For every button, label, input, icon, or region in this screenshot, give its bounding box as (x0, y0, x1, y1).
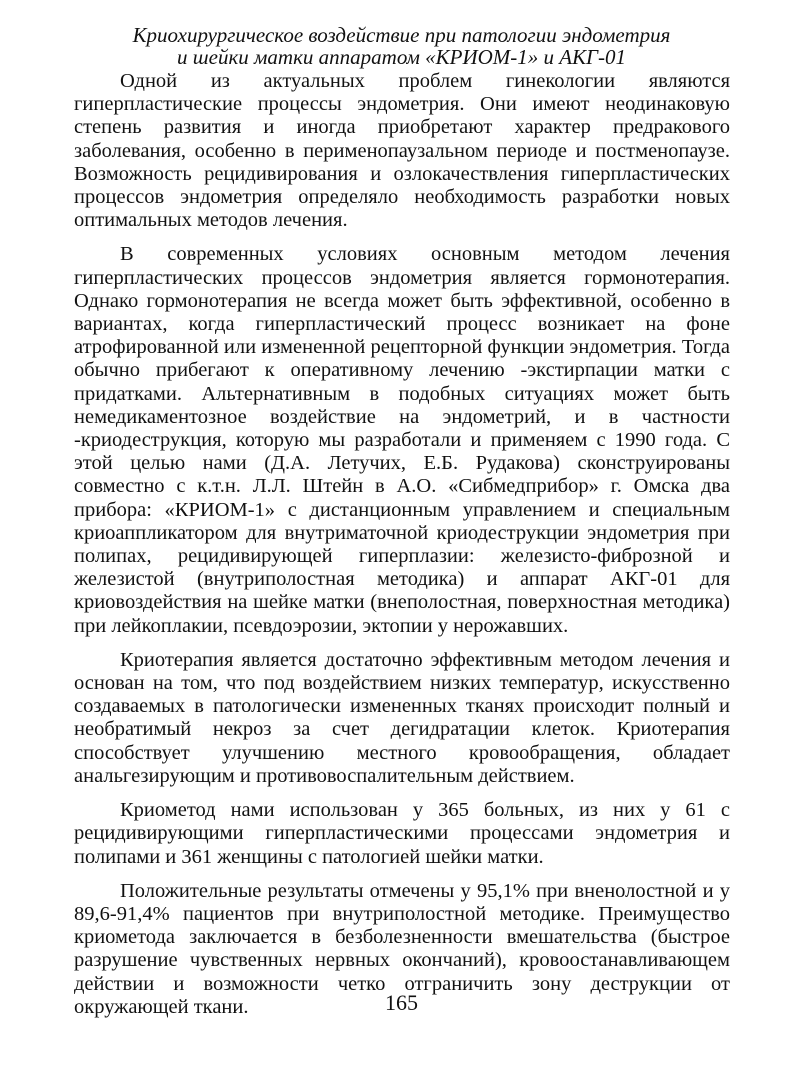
paragraph-4: Криометод нами использован у 365 больных, из них у 61 с рецидивирующими гиперпластическими процессами эндометрия и полипами и 361 женщины с патологией шейки матки. (74, 799, 730, 868)
article-title-line-2: и шейки матки аппаратом «КРИОМ-1» и АКГ-01 (177, 45, 626, 69)
paragraph-5: Положительные результаты отмечены у 95,1% при вненолостной и у 89,6-91,4% пациентов при внутриполостной методике. Преимущество криометода заключается в безболезненности вмешательства (быстрое разрушение чувственных нервных окончаний), кровоостанавливающем действии и возможности четко отграничить зону деструкции от окружающей ткани. (74, 879, 730, 1018)
article-title-line-1: Криохирургическое воздействие при патологии эндометрия (132, 23, 671, 47)
paragraph-3: Криотерапия является достаточно эффективным методом лечения и основан на том, что под воздействием низких температур, искусственно создаваемых в патологически измененных тканях происходит полный и необратимый некроз за счет дегидратации клеток. Криотерапия способствует улучшению местного кровообращения, обладает анальгезирующим и противовоспалительным действием. (74, 648, 730, 787)
paragraph-1: Одной из актуальных проблем гинекологии являются гиперпластические процессы эндометрия. Они имеют неодинаковую степень развития и иногда приобретают характер предракового заболевания, особенно в перименопаузальном периоде и постменопаузе. Возможность рецидивирования и озлокачествления гиперпластических процессов эндометрия определяло необходимость разработки новых оптимальных методов лечения. (74, 70, 730, 232)
page-number: 165 (385, 990, 418, 1015)
paragraph-2: В современных условиях основным методом лечения гиперпластических процессов эндометрия является гормонотерапия. Однако гормонотерапия не всегда может быть эффективной, особенно в вариантах, когда гиперпластический процесс возникает на фоне атрофированной или измененной рецепторной функции эндометрия. Тогда обычно прибегают к оперативному лечению -экстирпации матки с придатками. Альтернативным в подобных ситуациях может быть немедикаментозное воздействие на эндометрий, и в частности -криодеструкция, которую мы разработали и применяем с 1990 года. С этой целью нами (Д.А. Летучих, Е.Б. Рудакова) сконструированы совместно с к.т.н. Л.Л. Штейн в А.О. «Сибмедприбор» г. Омска два прибора: «КРИОМ-1» с дистанционным управлением и специальным криоаппликатором для внутриматочной криодеструкции эндометрия при полипах, рецидивирующей гиперплазии: железисто-фиброзной и железистой (внутриполостная методика) и аппарат АКГ-01 для криовоздействия на шейке матки (внеполостная, поверхностная методика) при лейкоплакии, псевдоэрозии, эктопии у нерожавших. (74, 243, 730, 637)
article-body (74, 70, 730, 1030)
